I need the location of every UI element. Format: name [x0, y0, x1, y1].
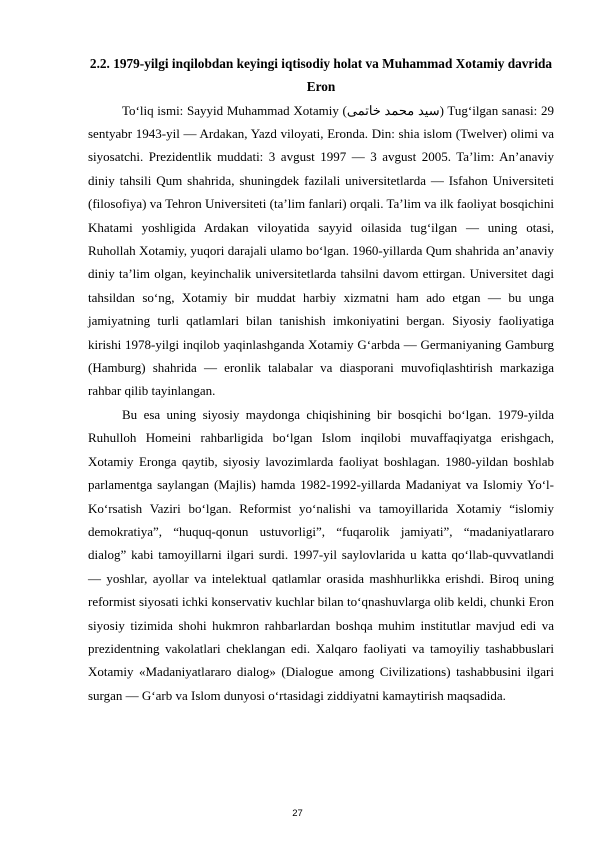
paragraph-biography: To‘liq ismi: Sayyid Muhammad Xotamiy (سید محمد خاتمی) Tug‘ilgan sanasi: 29 sentyabr 1943-yil — Ardakan, Yazd viloyati, Eronda. Din: shia islom (Twelver) olimi va siyosatchi. Prezidentlik muddati: 3 avgust 1997 — 3 avgust 2005. Ta’lim: An’anaviy diniy tahsili Qum shahrida, shuningdek fazilali universitetlarda — Isfahon Universiteti (filosofiya) va Tehron Universiteti (ta’lim fanlari) orqali. Ta’lim va ilk faoliyat bosqichini Khatami yoshligida Ardakan viloyatida sayyid oilasida tug‘ilgan — uning otasi, Ruhollah Xotamiy, yuqori darajali ulamo bo‘lgan. 1960-yillarda Qum shahrida an’anaviy diniy ta’lim olgan, keyinchalik universitetlarda tahsilni davom ettirgan. Universitet dagi tahsildan so‘ng, Xotamiy bir muddat harbiy xizmatni ham ado etgan — bu unga jamiyatning turli qatlamlari bilan tanishish imkoniyatini bergan. Siyosiy faoliyatiga kirishi 1978-yilgi inqilob yaqinlashganda Xotamiy G‘arbda — Germaniyaning Gamburg (Hamburg) shahrida — eronlik talabalar va diasporani muvofiqlashtirish markaziga rahbar qilib tayinlangan.: [88, 102, 554, 399]
paragraph-political-career: Bu esa uning siyosiy maydonga chiqishining bir bosqichi bo‘lgan. 1979-yilda Ruhulloh Homeini rahbarligida bo‘lgan Islom inqilobi muvaffaqiyatga erishgach, Xotamiy Eronga qaytib, siyosiy lavozimlarda faoliyat boshlagan. 1980-yildan boshlab parlamentga saylangan (Majlis) hamda 1982-1992-yillarda Madaniyat va Islomiy Yo‘l-Ko‘rsatish Vaziri bo‘lgan. Reformist yo‘nalishi va tamoyillarida Xotamiy “islomiy demokratiya”, “huquq-qonun ustuvorligi”, “fuqarolik jamiyati”, “madaniyatlararo dialog” kabi tamoyillarni ilgari surdi. 1997-yil saylovlarida u katta qo‘llab-quvvatlandi — yoshlar, ayollar va intelektual qatlamlar orasida mashhurlikka erishdi. Biroq uning reformist siyosati ichki konservativ kuchlar bilan to‘qnashuvlarga olib keldi, chunki Eron siyosiy tizimida shohi hukmron rahbarlardan boshqa muhim institutlar mavjud edi va prezidentning vakolatlari cheklangan edi. Xalqaro faoliyati va tamoyiliy tashabbuslari Xotamiy «Madaniyatlararo dialog» (Dialogue among Civilizations) tashabbusini ilgari surgan — G‘arb va Islom dunyosi o‘rtasidagi ziddiyatni kamaytirish maqsadida.: [88, 406, 554, 703]
document-page: [88, 52, 554, 707]
page-number: 27: [292, 808, 303, 819]
section-heading: 2.2. 1979-yilgi inqilobdan keyingi iqtisodiy holat va Muhammad Xotamiy davrida Eron: [89, 56, 553, 95]
